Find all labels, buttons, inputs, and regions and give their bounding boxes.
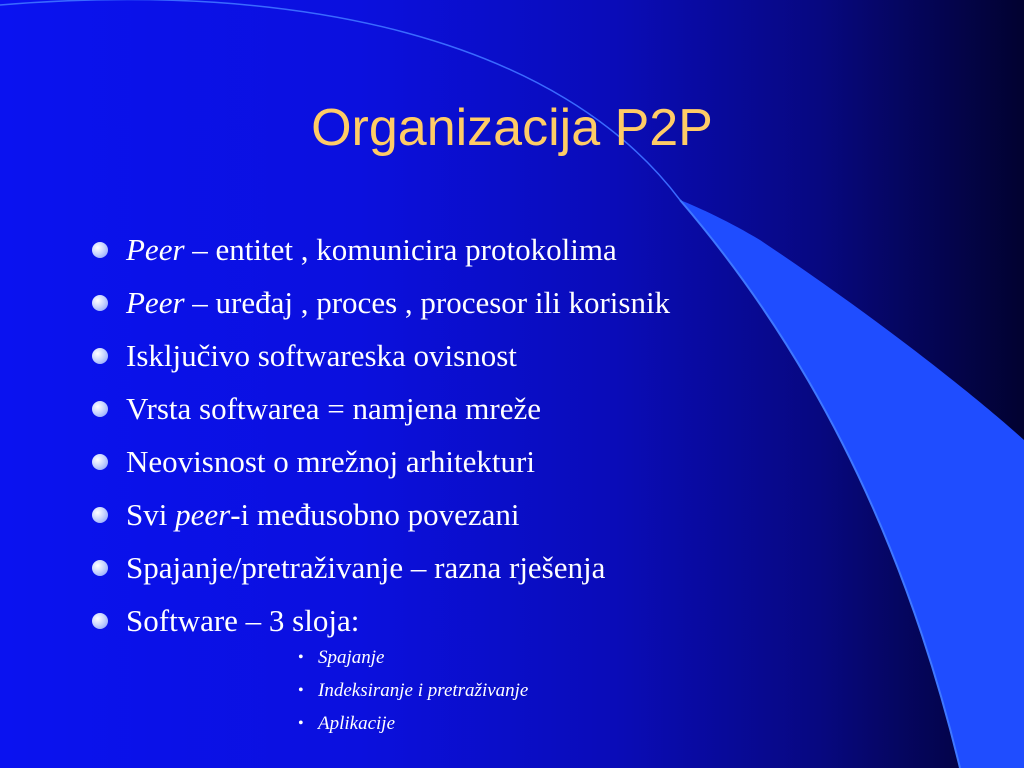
bullet-item — [90, 440, 670, 493]
sub-bullet-item — [296, 712, 528, 745]
sphere-bullet-icon — [92, 242, 108, 258]
sphere-bullet-icon — [92, 507, 108, 523]
sphere-bullet-icon — [92, 295, 108, 311]
bullet-italic: peer — [175, 497, 231, 532]
sub-bullet-item — [296, 679, 528, 712]
dot-bullet-icon: • — [298, 649, 304, 666]
bullet-text: Software – 3 sloja: — [126, 603, 360, 638]
sphere-bullet-icon — [92, 454, 108, 470]
bullet-list — [90, 228, 670, 652]
bullet-text: Vrsta softwarea = namjena mreže — [126, 391, 541, 426]
sub-bullet-text: Spajanje — [318, 647, 385, 668]
sphere-bullet-icon — [92, 401, 108, 417]
bullet-text: Isključivo softwareska ovisnost — [126, 338, 517, 373]
bullet-item — [90, 546, 670, 599]
bullet-item — [90, 599, 670, 652]
bullet-item — [90, 387, 670, 440]
swoosh-band — [680, 200, 1024, 768]
bullet-text: Spajanje/pretraživanje – razna rješenja — [126, 550, 606, 585]
bullet-prefix: Svi — [126, 497, 176, 532]
sub-bullet-list — [296, 646, 528, 745]
sub-bullet-text: Indeksiranje i pretraživanje — [318, 680, 529, 701]
bullet-text: – uređaj , proces , procesor ili korisnik — [184, 285, 671, 320]
sphere-bullet-icon — [92, 560, 108, 576]
dot-bullet-icon: • — [298, 715, 304, 732]
bullet-item — [90, 493, 670, 546]
bullet-item — [90, 228, 670, 281]
sub-bullet-item — [296, 646, 528, 679]
bullet-item — [90, 334, 670, 387]
bullet-text: – entitet , komunicira protokolima — [184, 232, 617, 267]
bullet-italic: Peer — [126, 232, 185, 267]
bullet-item — [90, 281, 670, 334]
slide-title: Organizacija P2P — [311, 99, 713, 157]
bullet-italic: Peer — [126, 285, 185, 320]
sub-bullet-text: Aplikacije — [318, 713, 396, 734]
sphere-bullet-icon — [92, 613, 108, 629]
dot-bullet-icon: • — [298, 682, 304, 699]
bullet-text: Neovisnost o mrežnoj arhitekturi — [126, 444, 535, 479]
bullet-text: -i međusobno povezani — [230, 497, 520, 532]
sphere-bullet-icon — [92, 348, 108, 364]
